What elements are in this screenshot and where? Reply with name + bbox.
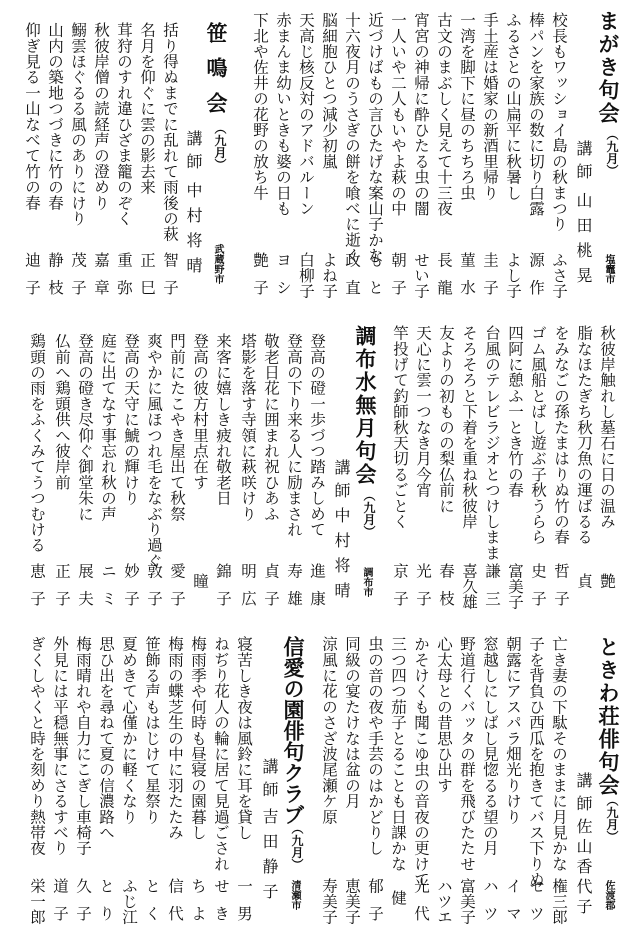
poem-author: 恵美子: [343, 878, 361, 925]
poem: [120, 311, 142, 622]
poem-text: 朝露にアスパラ畑光りけり: [504, 636, 522, 825]
teacher-label: 講師: [184, 130, 203, 176]
poem: [113, 0, 135, 311]
poem-text: 虫の音の夜や手芸のはかどりし: [366, 636, 384, 856]
poem: [97, 311, 119, 622]
poem-author: ハツ: [481, 878, 499, 933]
poem-text: 手土産は婚家の新酒里帰り: [481, 12, 499, 201]
poem-author: ふさ子: [550, 252, 568, 299]
poem: [435, 311, 457, 622]
poem-text: 山内の築地つづきに竹の春: [46, 22, 64, 211]
poem-text: ぎくしやくと時を刻めり熱帯夜: [28, 636, 46, 856]
poem-author: 寿雄: [285, 563, 303, 618]
teacher-column: [572, 0, 594, 311]
poem-author: ちよ: [189, 878, 207, 933]
poem-author: ヨシ: [274, 252, 292, 307]
poem: [72, 622, 94, 933]
poem-text: 名月を仰ぐに雲の影去来: [138, 22, 156, 195]
poem-author: 進康: [308, 563, 326, 618]
poem-author: 朝子: [389, 252, 407, 307]
poem: [44, 0, 66, 311]
poem-author: 明広: [239, 563, 257, 618]
poem: [456, 0, 478, 311]
poem-text: 一人いや二人もいやよ萩の中: [389, 12, 407, 217]
poem: [481, 311, 503, 622]
poem-author: 恵子: [28, 563, 46, 618]
poem-text: そろそろと下着を重ね秋彼岸: [460, 325, 478, 530]
poem-text: 寝苦しき夜は風鈴に耳を貸し: [235, 636, 253, 841]
group-month: （九月）: [290, 822, 304, 871]
poem-text: をみなごの孫たまはりぬ竹の春: [552, 325, 570, 545]
poem-author: 京子: [391, 563, 409, 618]
poem-author: 展夫: [76, 563, 94, 618]
poem-author: せい子: [412, 252, 430, 299]
poem: [525, 622, 547, 933]
poem-text: ゴム風船とばし遊ぶ子秋うらら: [529, 325, 547, 545]
poem-text: 鶏頭の雨をふくみてうつむける: [28, 333, 46, 553]
poem-author: ハツエ: [435, 878, 453, 925]
poem: [548, 0, 570, 311]
poem-text: 天心に雲一つなき月今宵: [414, 325, 432, 498]
poem-author: 圭子: [481, 252, 499, 307]
poem-author: 史子: [529, 563, 547, 618]
poem: [502, 622, 524, 933]
poem: [502, 0, 524, 311]
poem-author: ニミ: [99, 563, 117, 618]
poem: [550, 311, 572, 622]
band-middle: [0, 311, 636, 622]
poem-text: 敬老日花に囲まれ祝ひあふ: [262, 333, 280, 522]
poem-author: 富美子: [458, 878, 476, 925]
group-title: 笹鳴会: [204, 22, 228, 127]
poem: [260, 311, 282, 622]
band-top: [0, 0, 636, 311]
poem-author: 貞子: [262, 563, 280, 618]
teacher-name: 佐山香代子: [574, 818, 593, 918]
poem-author: 菫水: [458, 252, 476, 307]
poem-text: 茸狩のすれ違ひざま籠のぞく: [115, 22, 133, 227]
poem: [433, 0, 455, 311]
poem-author: 一男: [235, 878, 253, 933]
poem-text: 三つ四つ茄子とることも日課かな: [389, 636, 407, 872]
poem-author: 富美子: [506, 563, 524, 610]
poem-author: 信代: [166, 878, 184, 933]
group-month: （九月）: [605, 128, 619, 177]
location-column: [282, 622, 304, 933]
poem: [95, 622, 117, 933]
group-title: 信愛の園俳句クラブ: [281, 636, 305, 825]
poem-text: ふるさとの山扁平に秋暑し: [504, 12, 522, 201]
group-month: （九月）: [213, 122, 227, 171]
poem-author: 敦子: [145, 563, 163, 618]
poem-author: 艶: [598, 573, 616, 601]
poem: [136, 0, 158, 311]
poem-author: 瞳: [191, 573, 209, 601]
poem: [237, 311, 259, 622]
poem: [341, 0, 363, 311]
poem-text: 天高じ核反対のアドバルーン: [297, 12, 315, 217]
poem-text: 夏めきて心僅かに軽くなり: [120, 636, 138, 825]
group-month: （九月）: [362, 489, 376, 538]
poem-author: 貞: [575, 573, 593, 601]
poem: [51, 311, 73, 622]
poem-author: よし子: [504, 252, 522, 299]
location: 佐渡郡: [603, 880, 614, 910]
poem-text: 棒パンを家族の数に切り白露: [527, 12, 545, 217]
poem-author: セツ: [527, 878, 545, 933]
poem-text: 笹飾る声もはじけて星祭り: [143, 636, 161, 825]
poem: [272, 0, 294, 311]
poem-author: 光代: [412, 878, 430, 933]
poem-text: 校長もワッショイ島の秋まつり: [550, 12, 568, 232]
poem-text: 括り得ぬまでに乱れて雨後の萩: [161, 22, 179, 242]
poem: [412, 311, 434, 622]
poem-text: 爽やかに風ほつれ毛をなぶり過ぐ: [145, 333, 163, 569]
poem-text: 十六夜月のうさぎの餅を喰べに逝く: [343, 12, 361, 264]
poem-text: 梅雨の蝶芝生の中に羽たたみ: [166, 636, 184, 841]
location-column: [205, 0, 227, 311]
teacher-name: 吉田静子: [260, 808, 279, 908]
poem-author: 寿美子: [320, 878, 338, 925]
poem: [49, 622, 71, 933]
poem-author: 春枝: [437, 563, 455, 618]
poem-author: 権三郎: [550, 878, 568, 925]
poem-text: 鰯雲ほぐるる風のありにけり: [69, 22, 87, 227]
poem-author: とく: [143, 878, 161, 933]
teacher-label: 講師: [260, 758, 279, 804]
teacher-column: [330, 311, 352, 622]
poem: [141, 622, 163, 933]
poem-text: 来客に嬉しき疲れ敬老日: [214, 333, 232, 506]
poem: [433, 622, 455, 933]
poem: [159, 0, 181, 311]
poem: [527, 311, 549, 622]
poem: [318, 622, 340, 933]
group-title: まがき句会: [596, 10, 620, 125]
poem-author: 嘉章: [92, 252, 110, 307]
poem: [364, 0, 386, 311]
poem: [341, 622, 363, 933]
poem-text: 友よりの初ものの梨仏前に: [437, 325, 455, 514]
poem-text: 脳細胞ひとつ減少初嵐: [320, 12, 338, 169]
teacher-name: 山田桃晃: [574, 192, 593, 292]
poem: [573, 311, 595, 622]
group-title: 調布水無月句会: [353, 325, 377, 486]
poem-author: 光子: [414, 563, 432, 618]
location: 調布市: [361, 567, 372, 597]
poem-author: せき: [212, 878, 230, 933]
location-column: [596, 622, 618, 933]
poem-author: 愛子: [168, 563, 186, 618]
poem-author: 源作: [527, 252, 545, 307]
poem: [596, 311, 618, 622]
poem: [306, 311, 328, 622]
poem: [143, 311, 165, 622]
poem-author: よね子: [320, 252, 338, 299]
poem: [74, 311, 96, 622]
poem: [548, 622, 570, 933]
poem: [249, 0, 271, 311]
poem: [164, 622, 186, 933]
poem-author: 栄一郎: [28, 878, 46, 925]
poem: [504, 311, 526, 622]
poem: [67, 0, 89, 311]
poem: [21, 0, 43, 311]
teacher-column: [572, 622, 594, 933]
poem-author: 長龍: [435, 252, 453, 307]
poem-text: 登高の磴一歩づつ踏みしめて: [308, 333, 326, 538]
poem: [210, 622, 232, 933]
poem: [233, 622, 255, 933]
poem-author: 郁子: [366, 878, 384, 933]
poem: [479, 0, 501, 311]
poem-text: 一湾を脚下に昼のちちろ虫: [458, 12, 476, 201]
poem: [90, 0, 112, 311]
poem: [166, 311, 188, 622]
location: 清瀬市: [289, 880, 300, 910]
poem-author: 喜久雄: [460, 563, 478, 610]
poem: [410, 0, 432, 311]
poem-text: 心太母との昔思ひ出す: [435, 636, 453, 793]
poem-text: 四阿に憩ふ一とき竹の春: [506, 325, 524, 498]
poem: [387, 622, 409, 933]
poem-text: 宵宮の神帰に酔ひたる虫の闇: [412, 12, 430, 217]
poem-text: 外見には平穏無事にさるすべり: [51, 636, 69, 856]
poem-text: 同級の宴たけなは盆の月: [343, 636, 361, 809]
poem-author: 謙三: [483, 563, 501, 618]
poem-text: 秋彼岸僧の読経声の澄めり: [92, 22, 110, 211]
poem-text: 梅雨晴れや自力にこぎし車椅子: [74, 636, 92, 856]
poem-author: もと: [366, 252, 384, 307]
poem-text: 亡き妻の下駄そのままに月見かな: [550, 636, 568, 872]
group-month: （九月）: [605, 794, 619, 843]
poem-author: 艶子: [251, 252, 269, 307]
poem-author: 妙子: [122, 563, 140, 618]
poem-text: 思ひ出を尋ねて夏の信濃路へ: [97, 636, 115, 841]
poem-text: 野道行くバッタの群を飛びたたせ: [458, 636, 476, 872]
poem: [387, 0, 409, 311]
poem: [458, 311, 480, 622]
poem-text: 庭に出てなす事忘れ秋の声: [99, 333, 117, 522]
group-title: ときわ荘俳句会: [596, 636, 620, 797]
teacher-label: 講師: [574, 772, 593, 818]
poem: [26, 622, 48, 933]
poem-author: 茂子: [69, 252, 87, 307]
poem-author: 迪子: [23, 252, 41, 307]
poem-author: ふじ江: [120, 878, 138, 925]
teacher-label: 講師: [574, 140, 593, 186]
poem-text: かそけくも聞こゆ虫の音夜の更けて: [412, 636, 430, 888]
location-column: [354, 311, 376, 622]
poem-author: 智子: [161, 252, 179, 307]
teacher-name: 中村将晴: [184, 182, 203, 282]
poem-text: 塔影を落す寺領に萩咲けり: [239, 333, 257, 522]
poem-author: 哲子: [552, 563, 570, 618]
poem-author: イマ: [504, 878, 522, 933]
poem-author: 政直: [343, 252, 361, 307]
poem-author: 道子: [51, 878, 69, 933]
poem-text: 登高の天守に鯱の輝けり: [122, 333, 140, 506]
poem-text: ねぢり花人の輪に居て見過ごされ: [212, 636, 230, 872]
poem: [212, 311, 234, 622]
poem: [189, 311, 211, 622]
location: 塩竈市: [603, 254, 614, 284]
poem-text: 子を背負ひ西瓜を抱きてバス下りぬ: [527, 636, 545, 888]
poem-author: 正巳: [138, 252, 156, 307]
teacher-label: 講師: [332, 459, 351, 505]
teacher-name: 中村将晴: [332, 507, 351, 607]
poem: [26, 311, 48, 622]
poem-author: 久子: [74, 878, 92, 933]
poem-text: 秋彼岸触れし墓石に日の温み: [598, 325, 616, 530]
band-bottom: [0, 622, 636, 933]
poem-author: 静枝: [46, 252, 64, 307]
poem: [456, 622, 478, 933]
teacher-column: [258, 622, 280, 933]
poem-text: 竿投げて釣師秋天切るごとく: [391, 325, 409, 530]
poem: [389, 311, 411, 622]
poem: [118, 622, 140, 933]
poem: [525, 0, 547, 311]
poem-author: 正子: [53, 563, 71, 618]
poem: [283, 311, 305, 622]
poem: [364, 622, 386, 933]
poem-text: 登高の彼方村里点在す: [191, 333, 209, 490]
poem-text: 赤まんま幼いときも婆の日も: [274, 12, 292, 217]
poem: [479, 622, 501, 933]
poem-text: 仏前へ鶏頭供へ彼岸前: [53, 333, 71, 490]
poem: [318, 0, 340, 311]
poem-author: 錦子: [214, 563, 232, 618]
poem-text: 門前にたこやき屋出て秋祭: [168, 333, 186, 522]
location: 武蔵野市: [212, 244, 223, 284]
poem-text: 梅雨季や何時も昼寝の園暮し: [189, 636, 207, 841]
poem-text: 脂なほたぎち秋刀魚の運ばるる: [575, 325, 593, 545]
location-column: [596, 0, 618, 311]
poem-text: 下北や佐井の花野の放ち牛: [251, 12, 269, 201]
poem-text: 窓越しにしばし見惚るる望の月: [481, 636, 499, 856]
poem-author: 健: [389, 890, 407, 918]
poem-text: 仰ぎ見る一山なべて竹の春: [23, 22, 41, 211]
poem-text: 涼風に花のさざ波尾瀬ケ原: [320, 636, 338, 825]
poem-author: 重弥: [115, 252, 133, 307]
poem-text: 登高の磴き尽仰ぐ御堂朱に: [76, 333, 94, 522]
teacher-column: [182, 0, 204, 311]
poem: [187, 622, 209, 933]
poem: [410, 622, 432, 933]
poem-text: 近づけばもの言ひたげな案山子かな: [366, 12, 384, 264]
poem-author: 白柳子: [297, 252, 315, 299]
poem: [295, 0, 317, 311]
poem-text: 台風のテレビラジオとつけしまま: [483, 325, 501, 561]
poem-text: 登高の下り来る人に励まされ: [285, 333, 303, 538]
poem-author: とり: [97, 878, 115, 933]
poem-text: 古文のまぶしく見えて十三夜: [435, 12, 453, 217]
